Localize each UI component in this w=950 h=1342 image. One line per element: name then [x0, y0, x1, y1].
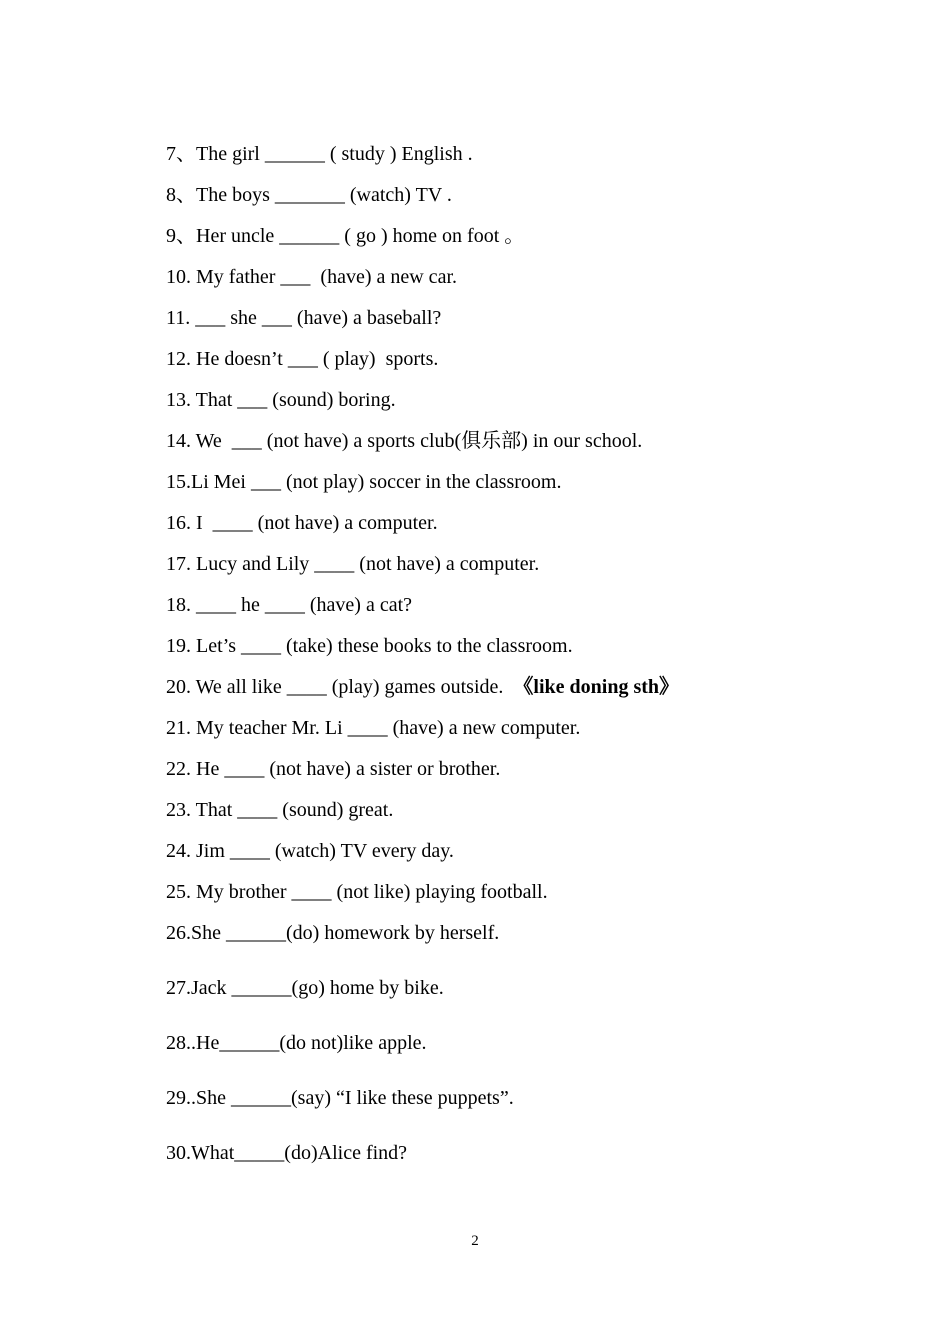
exercise-text: 18. ____ he ____ (have) a cat? [166, 594, 413, 616]
exercise-line-11 [166, 304, 806, 332]
exercise-text: 15.Li Mei ___ (not play) soccer in the classroom. [166, 471, 562, 493]
exercise-text: 27.Jack ______(go) home by bike. [166, 977, 444, 999]
exercise-text: 19. Let’s ____ (take) these books to the classroom. [166, 635, 573, 657]
exercise-line-8 [166, 181, 806, 209]
exercise-text: 21. My teacher Mr. Li ____ (have) a new computer. [166, 717, 581, 739]
exercise-text: 7、The girl ______ ( study ) English . [166, 143, 473, 165]
exercise-line-21 [166, 714, 806, 742]
exercise-text: 8、The boys _______ (watch) TV . [166, 184, 452, 206]
exercise-line-23 [166, 796, 806, 824]
exercise-text: 13. That ___ (sound) boring. [166, 389, 396, 411]
exercise-text: 9、Her uncle ______ ( go ) home on foot 。 [166, 225, 525, 247]
exercise-text: 17. Lucy and Lily ____ (not have) a computer. [166, 553, 540, 575]
exercise-text: 28..He______(do not)like apple. [166, 1032, 427, 1054]
exercise-line-18 [166, 591, 806, 619]
exercise-line-28 [166, 1029, 806, 1057]
exercise-text: 29..She ______(say) “I like these puppets”. [166, 1087, 514, 1109]
exercise-line-30 [166, 1139, 806, 1167]
exercise-line-22 [166, 755, 806, 783]
exercise-line-27 [166, 974, 806, 1002]
exercise-text: 11. ___ she ___ (have) a baseball? [166, 307, 442, 329]
exercise-line-9 [166, 222, 806, 250]
exercise-text: 10. My father ___ (have) a new car. [166, 266, 457, 288]
exercise-text: 20. We all like ____ (play) games outside. [166, 676, 514, 698]
exercise-text: 30.What_____(do)Alice find? [166, 1142, 408, 1164]
grammar-note: 《like doning sth》 [513, 676, 680, 698]
exercise-line-13 [166, 386, 806, 414]
exercise-list [166, 140, 806, 1180]
exercise-line-15 [166, 468, 806, 496]
exercise-line-26 [166, 919, 806, 947]
exercise-line-17 [166, 550, 806, 578]
exercise-text: 24. Jim ____ (watch) TV every day. [166, 840, 454, 862]
exercise-line-7 [166, 140, 806, 168]
exercise-line-24 [166, 837, 806, 865]
exercise-line-10 [166, 263, 806, 291]
exercise-text: 12. He doesn’t ___ ( play) sports. [166, 348, 439, 370]
exercise-text: 23. That ____ (sound) great. [166, 799, 394, 821]
exercise-text: 25. My brother ____ (not like) playing football. [166, 881, 548, 903]
exercise-line-20 [166, 673, 806, 701]
exercise-line-12 [166, 345, 806, 373]
exercise-line-16 [166, 509, 806, 537]
exercise-line-29 [166, 1084, 806, 1112]
exercise-text: 14. We ___ (not have) a sports club(俱乐部) in our school. [166, 430, 643, 452]
exercise-line-19 [166, 632, 806, 660]
exercise-text: 26.She ______(do) homework by herself. [166, 922, 500, 944]
page-number: 2 [471, 1233, 479, 1249]
exercise-line-25 [166, 878, 806, 906]
exercise-line-14 [166, 427, 806, 455]
exercise-text: 22. He ____ (not have) a sister or brother. [166, 758, 501, 780]
exercise-text: 16. I ____ (not have) a computer. [166, 512, 438, 534]
